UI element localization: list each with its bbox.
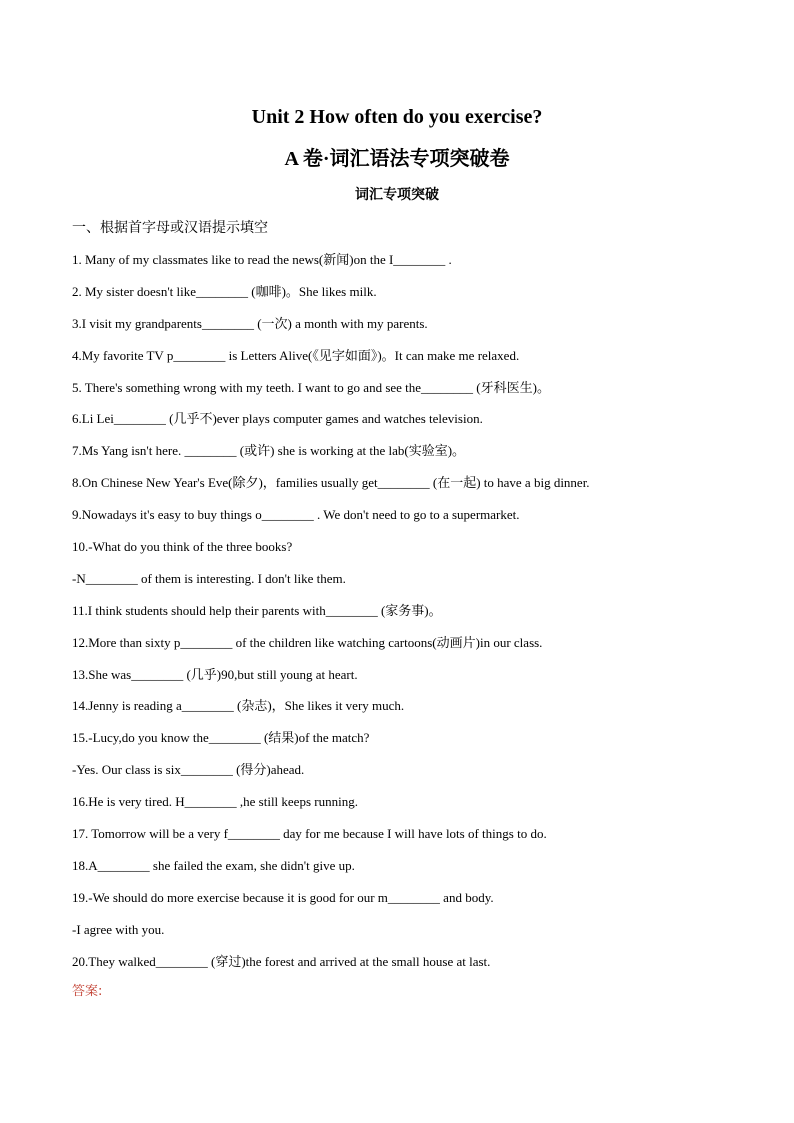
part-heading: 一、根据首字母或汉语提示填空: [72, 220, 268, 236]
question-list: [72, 250, 732, 983]
question-line: -I agree with you.: [72, 921, 165, 937]
question-line: 9.Nowadays it's easy to buy things o________ . We don't need to go to a supermarket.: [72, 507, 520, 523]
question-line: 7.Ms Yang isn't here. ________ (或许) she is working at the lab(实验室)。: [72, 443, 466, 459]
question-line: 12.More than sixty p________ of the children like watching cartoons(动画片)in our class.: [72, 634, 543, 650]
section-heading: 词汇专项突破: [355, 188, 439, 203]
question-line: 18.A________ she failed the exam, she didn't give up.: [72, 857, 355, 873]
question-line: 4.My favorite TV p________ is Letters Alive(《见字如面》)。It can make me relaxed.: [72, 347, 520, 363]
question-line: 16.He is very tired. H________ ,he still keeps running.: [72, 794, 358, 810]
document-subtitle: A 卷·词汇语法专项突破卷: [284, 148, 510, 170]
question-line: -Yes. Our class is six________ (得分)ahead.: [72, 762, 305, 778]
question-line: -N________ of them is interesting. I don't like them.: [72, 570, 346, 586]
question-line: 14.Jenny is reading a________ (杂志)，She likes it very much.: [72, 698, 405, 714]
document-title: Unit 2 How often do you exercise?: [251, 106, 543, 128]
question-line: 1. Many of my classmates like to read the news(新闻)on the I________ .: [72, 252, 452, 267]
question-line: 19.-We should do more exercise because it is good for our m________ and body.: [72, 889, 494, 905]
question-line: 15.-Lucy,do you know the________ (结果)of the match?: [72, 730, 370, 746]
question-line: 13.She was________ (几乎)90,but still young at heart.: [72, 666, 358, 682]
question-line: 20.They walked________ (穿过)the forest and arrived at the small house at last.: [72, 953, 491, 969]
question-line: 11.I think students should help their parents with________ (家务事)。: [72, 602, 442, 618]
question-line: 17. Tomorrow will be a very f________ day for me because I will have lots of things to do.: [72, 826, 547, 842]
question-line: 6.Li Lei________ (几乎不)ever plays computer games and watches television.: [72, 411, 483, 427]
question-line: 5. There's something wrong with my teeth. I want to go and see the________ (牙科医生)。: [72, 379, 550, 395]
question-line: 3.I visit my grandparents________ (一次) a month with my parents.: [72, 315, 428, 331]
question-line: 2. My sister doesn't like________ (咖啡)。She likes milk.: [72, 283, 377, 299]
answer-label: 答案:: [72, 984, 103, 999]
question-line: 10.-What do you think of the three books?: [72, 539, 293, 555]
question-line: 8.On Chinese New Year's Eve(除夕)，families usually get________ (在一起) to have a big dinner.: [72, 475, 590, 491]
